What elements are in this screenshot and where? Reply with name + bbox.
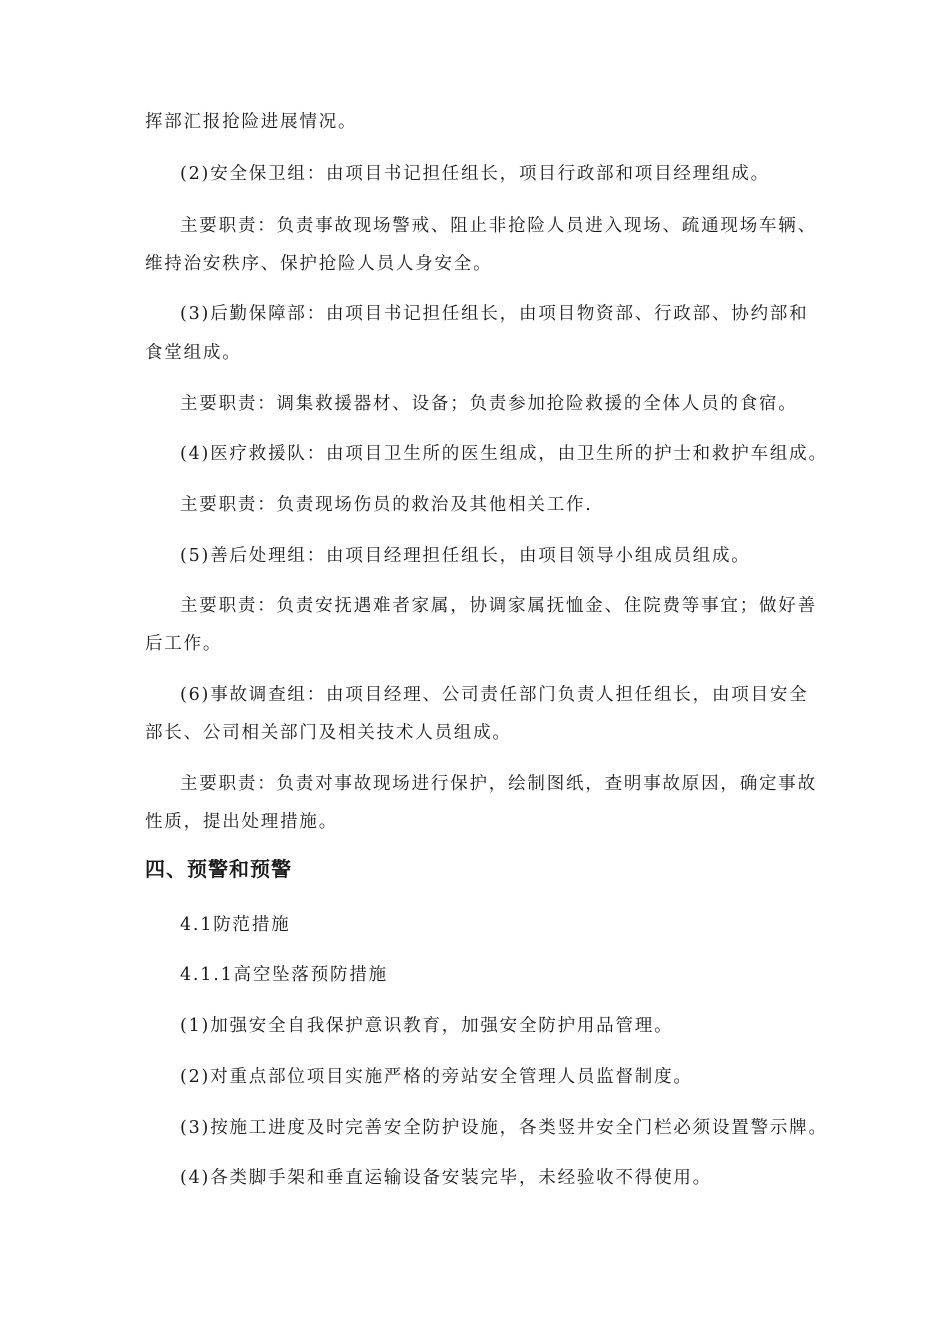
paragraph-line: (6)事故调查组：由项目经理、公司责任部门负责人担任组长，由项目安全 xyxy=(180,685,809,705)
paragraph-line: (2)安全保卫组：由项目书记担任组长，项目行政部和项目经理组成。 xyxy=(180,164,770,184)
paragraph-line: 挥部汇报抢险进展情况。 xyxy=(145,112,358,132)
paragraph-line: 主要职责：调集救援器材、设备；负责参加抢险救援的全体人员的食宿。 xyxy=(180,394,798,414)
paragraph-line: 食堂组成。 xyxy=(145,343,242,363)
paragraph-line: 维持治安秩序、保护抢险人员人身安全。 xyxy=(145,254,493,274)
list-item: (4)各类脚手架和垂直运输设备安装完毕，未经验收不得使用。 xyxy=(180,1168,712,1188)
list-item: (2)对重点部位项目实施严格的旁站安全管理人员监督制度。 xyxy=(180,1067,693,1087)
paragraph-line: (4)医疗救援队：由项目卫生所的医生组成，由卫生所的护士和救护车组成。 xyxy=(180,444,828,464)
paragraph-line: (5)善后处理组：由项目经理担任组长，由项目领导小组成员组成。 xyxy=(180,546,751,566)
paragraph-line: 部长、公司相关部门及相关技术人员组成。 xyxy=(145,723,512,743)
paragraph-line: 主要职责：负责对事故现场进行保护，绘制图纸，查明事故原因，确定事故 xyxy=(180,774,817,794)
paragraph-line: 主要职责：负责事故现场警戒、阻止非抢险人员进入现场、疏通现场车辆、 xyxy=(180,216,817,236)
list-item: (3)按施工进度及时完善安全防护设施，各类竖井安全门栏必须设置警示牌。 xyxy=(180,1118,828,1138)
section-heading: 四、预警和预警 xyxy=(145,857,292,881)
subsection-title: 4.1.1高空坠落预防措施 xyxy=(180,965,388,985)
paragraph-line: 性质，提出处理措施。 xyxy=(145,812,338,832)
subsection-title: 4.1防范措施 xyxy=(180,915,291,935)
list-item: (1)加强安全自我保护意识教育，加强安全防护用品管理。 xyxy=(180,1016,674,1036)
paragraph-line: (3)后勤保障部：由项目书记担任组长，由项目物资部、行政部、协约部和 xyxy=(180,304,809,324)
paragraph-line: 后工作。 xyxy=(145,634,223,654)
paragraph-line: 主要职责：负责现场伤员的救治及其他相关工作. xyxy=(180,495,593,515)
paragraph-line: 主要职责：负责安抚遇难者家属，协调家属抚恤金、住院费等事宜；做好善 xyxy=(180,596,817,616)
